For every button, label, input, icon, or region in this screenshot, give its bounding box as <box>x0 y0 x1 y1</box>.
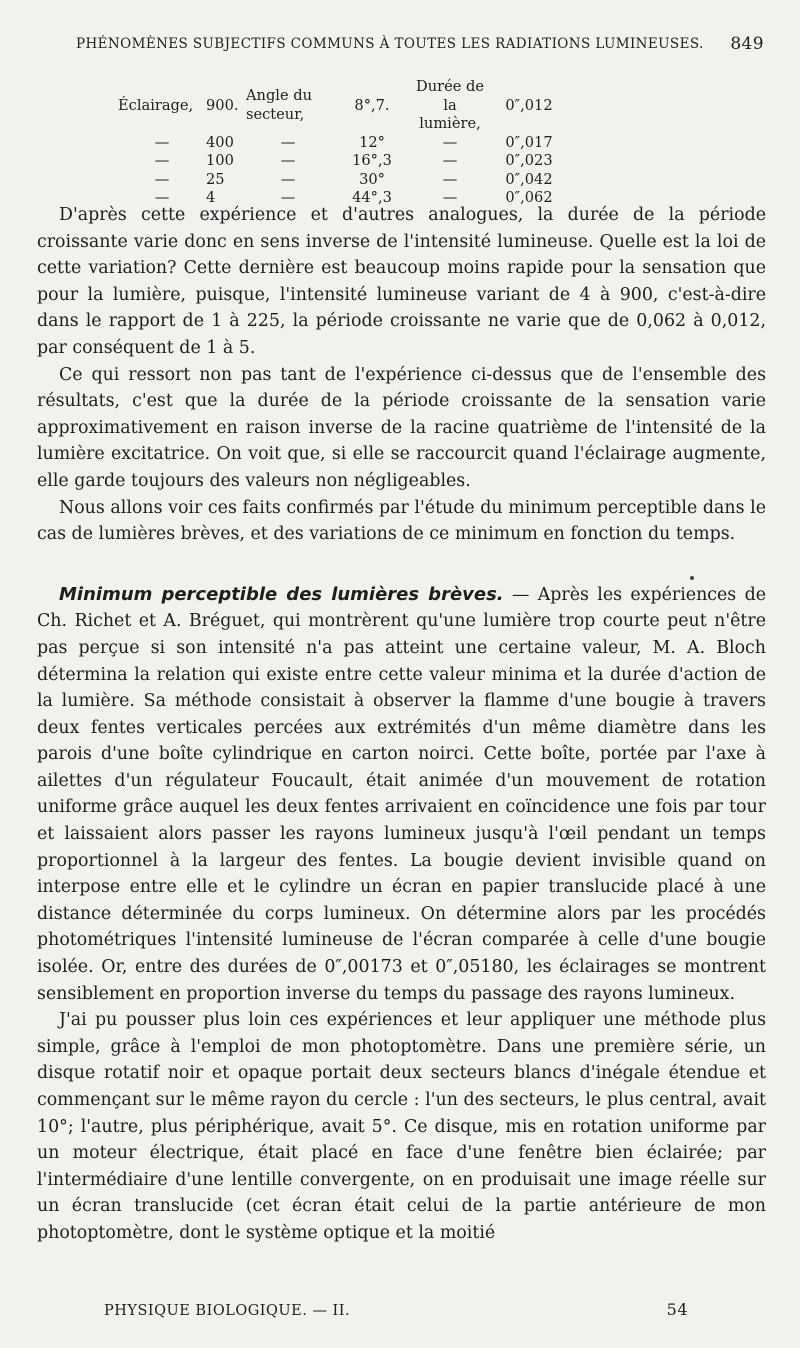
table-cell: — <box>280 152 296 169</box>
table-cell: 0″,023 <box>505 152 553 169</box>
table-cell: 0″,062 <box>505 189 553 206</box>
table-cell: 12° <box>359 133 385 151</box>
paragraph-1: D'après cette expérience et d'autres analogues, la durée de la période croissante varie donc en sens inverse de l'intensité lumineuse. Quelle est la loi de cette variation? Cette dernière est beaucoup moins rapide pour la sensation que pour la lumière, puisque, l'intensité lumineuse variant de 4 à 900, c'est-à-dire dans le rapport de 1 à 225, la période croissante ne varie que de 0,062 à 0,012, par conséquent de 1 à 5. <box>37 205 766 358</box>
table-cell: — <box>280 189 296 206</box>
table-cell: — <box>442 133 458 151</box>
table-cell: — <box>154 133 170 151</box>
data-table <box>118 78 572 208</box>
table-cell: 400 <box>206 133 234 151</box>
table-cell: — <box>154 152 170 169</box>
table-cell: 900. <box>206 96 239 114</box>
table-cell: 0″,012 <box>505 96 553 114</box>
table-row <box>118 171 572 190</box>
signature-number: 54 <box>666 1300 688 1319</box>
print-speck <box>690 576 694 580</box>
table-body <box>118 78 572 208</box>
table-row <box>118 134 572 153</box>
table-cell: — <box>280 170 296 188</box>
table-cell: 100 <box>206 152 234 169</box>
body-text <box>37 202 766 1247</box>
table-cell: — <box>442 189 458 206</box>
paragraph-4-text: — Après les expériences de Ch. Richet et A. Bréguet, qui montrèrent qu'une lumière trop courte peut n'être pas perçue si son intensité n'a pas atteint une certaine valeur, M. A. Bloch détermina la relation qui existe entre cette valeur minima et la durée d'action de la lumière. Sa méthode consistait à observer la flamme d'une bougie à travers deux fentes verticales percées aux extrémités d'un même diamètre dans les parois d'une boîte cylindrique en carton noirci. Cette boîte, portée par l'axe à ailettes d'un régulateur Foucault, était animée d'un mouvement de rotation uniforme grâce auquel les deux fentes arrivaient en coïncidence une fois par tour et laissaient alors passer les rayons lumineux jusqu'à l'œil pendant un temps proportionnel à la largeur des fentes. La bougie devient invisible quand on interpose entre elle et le cylindre un écran en papier translucide placé à une distance déterminée du corps lumineux. On détermine alors par les procédés photométriques l'intensité lumineuse de l'écran comparée à celle d'une bougie isolée. Or, entre des durées de 0″,00173 et 0″,05180, les éclairages se montrent sensiblement en proportion inverse du temps du passage des rayons lumineux. <box>37 584 766 1004</box>
table-cell: — <box>154 170 170 188</box>
table-row <box>118 78 572 134</box>
table-cell: 0″,017 <box>505 133 553 151</box>
table-cell: 0″,042 <box>505 170 553 188</box>
running-header <box>76 36 764 52</box>
table-cell: 8°,7. <box>354 96 390 114</box>
running-title: PHÉNOMÈNES SUBJECTIFS COMMUNS À TOUTES LES RADIATIONS LUMINEUSES. <box>76 36 704 52</box>
table-cell: Angle du secteur, <box>246 87 312 123</box>
table-cell: 4 <box>206 189 216 206</box>
table-row <box>118 152 572 171</box>
table-cell: — <box>154 189 170 206</box>
table-cell: Éclairage, <box>118 96 194 114</box>
table-cell: Durée de la lumière, <box>416 78 484 132</box>
table-cell: 25 <box>206 170 225 188</box>
table-cell: 30° <box>359 170 385 188</box>
paragraph-5: J'ai pu pousser plus loin ces expériences et leur appliquer une méthode plus simple, grâce à l'emploi de mon photoptomètre. Dans une première série, un disque rotatif noir et opaque portait deux secteurs blancs d'inégale étendue et commençant sur le même rayon du cercle : l'un des secteurs, le plus central, avait 10°; l'autre, plus périphérique, avait 5°. Ce disque, mis en rotation uniforme par un moteur électrique, était placé en face d'une fenêtre bien éclairée; par l'intermédiaire d'une lentille convergente, on en produisait une image réelle sur un écran translucide (cet écran était celui de la partie antérieure de mon photoptomètre, dont le système optique et la moitié <box>37 1010 766 1243</box>
page-number: 849 <box>730 34 764 54</box>
paragraph-2: Ce qui ressort non pas tant de l'expérience ci-dessus que de l'ensemble des résultats, c'est que la durée de la période croissante de la sensation varie approximativement en raison inverse de la racine quatrième de l'intensité de la lumière excitatrice. On voit que, si elle se raccourcit quand l'éclairage augmente, elle garde toujours des valeurs non négligeables. <box>37 364 766 491</box>
section-heading: Minimum perceptible des lumières brèves. <box>59 583 504 605</box>
table-cell: — <box>280 133 296 151</box>
table-cell: — <box>442 152 458 169</box>
paragraph-3: Nous allons voir ces faits confirmés par l'étude du minimum perceptible dans le cas de lumières brèves, et des variations de ce minimum en fonction du temps. <box>37 497 766 545</box>
table-cell: 44°,3 <box>352 189 392 206</box>
table-cell: — <box>442 170 458 188</box>
footer-text: PHYSIQUE BIOLOGIQUE. — II. <box>104 1303 351 1319</box>
footer <box>104 1300 688 1319</box>
table-cell: 16°,3 <box>352 152 392 169</box>
paragraph-4 <box>37 582 766 1008</box>
